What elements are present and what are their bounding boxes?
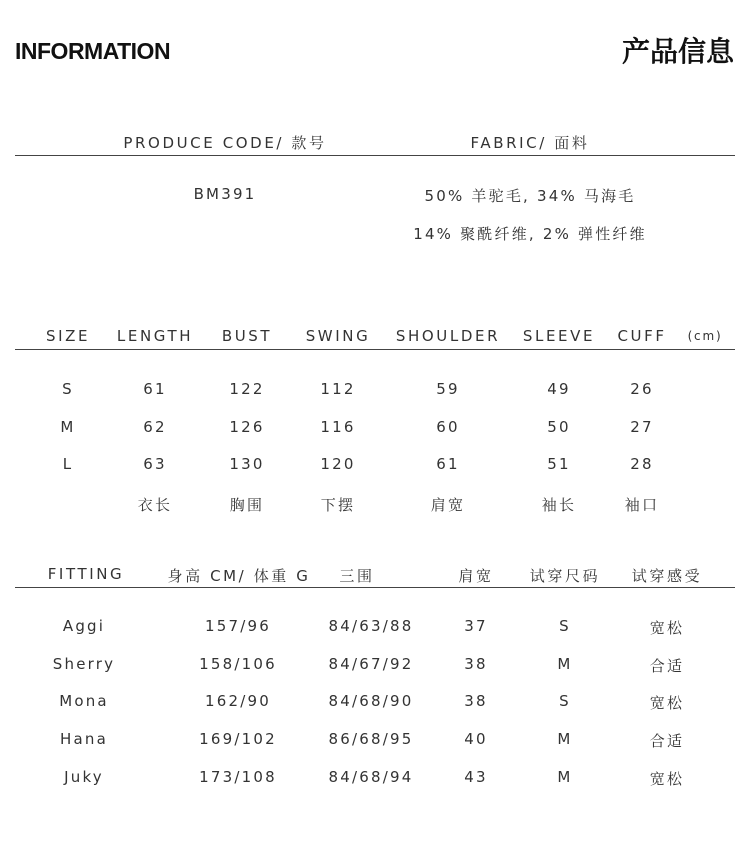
fitting-col-header: 肩宽 (458, 567, 494, 585)
fitting-cell: 宽松 (649, 619, 685, 637)
size-cn-label: 袖长 (541, 496, 577, 514)
size-col-header: SHOULDER (395, 327, 501, 345)
size-cell: 60 (436, 418, 460, 436)
fitting-cell: 38 (464, 692, 488, 710)
fitting-cell: S (559, 617, 571, 635)
size-cn-label: 肩宽 (430, 496, 466, 514)
size-col-header: CUFF (617, 327, 667, 345)
size-cn-label: 胸围 (229, 496, 265, 514)
size-cell: 28 (630, 455, 654, 473)
size-cell: S (62, 380, 74, 398)
fitting-cell: 84/67/92 (328, 655, 414, 673)
title-chinese: 产品信息 (621, 35, 734, 68)
fitting-cell: 157/96 (205, 617, 271, 635)
fitting-cell: M (557, 655, 573, 673)
fitting-cell: S (559, 692, 571, 710)
size-cell: 61 (143, 380, 167, 398)
fitting-cell: M (557, 768, 573, 786)
fitting-cell: 37 (464, 617, 488, 635)
size-cell: 112 (320, 380, 356, 398)
fitting-col-header: 试穿感受 (631, 567, 703, 585)
title-english: INFORMATION (15, 38, 171, 64)
size-col-header: SWING (305, 327, 371, 345)
fitting-cell: 合适 (649, 732, 685, 750)
fabric-label: FABRIC/ 面料 (470, 134, 590, 152)
size-cell: 27 (630, 418, 654, 436)
size-cell: 130 (229, 455, 265, 473)
fitting-cell: 宽松 (649, 770, 685, 788)
fitting-cell: 宽松 (649, 694, 685, 712)
fitting-cell: Juky (64, 768, 104, 786)
size-cell: 122 (229, 380, 265, 398)
fitting-cell: Sherry (52, 655, 116, 673)
size-cn-label: 衣长 (137, 496, 173, 514)
fitting-col-header: FITTING (47, 565, 125, 583)
produce-code-value: BM391 (193, 185, 257, 203)
size-cn-label: 袖口 (624, 496, 660, 514)
product-divider (15, 155, 735, 156)
fitting-cell: 86/68/95 (328, 730, 414, 748)
size-divider (15, 349, 735, 350)
size-cn-label: 下摆 (320, 496, 356, 514)
size-cell: 126 (229, 418, 265, 436)
size-unit-label: (cm) (687, 329, 723, 343)
size-cell: 26 (630, 380, 654, 398)
fitting-cell: 158/106 (199, 655, 277, 673)
size-cell: 62 (143, 418, 167, 436)
size-cell: 61 (436, 455, 460, 473)
fabric-line-1: 50% 羊驼毛, 34% 马海毛 (424, 187, 636, 205)
fitting-col-header: 身高 CM/ 体重 G (167, 567, 311, 585)
fitting-cell: 40 (464, 730, 488, 748)
fitting-cell: 合适 (649, 657, 685, 675)
size-cell: 50 (547, 418, 571, 436)
fitting-cell: Mona (59, 692, 109, 710)
size-cell: 59 (436, 380, 460, 398)
size-cell: 116 (320, 418, 356, 436)
produce-code-label: PRODUCE CODE/ 款号 (123, 134, 327, 152)
fitting-cell: 38 (464, 655, 488, 673)
fitting-col-header: 三围 (339, 567, 375, 585)
size-cell: 51 (547, 455, 571, 473)
fitting-cell: Aggi (62, 617, 106, 635)
size-cell: 63 (143, 455, 167, 473)
fitting-cell: 43 (464, 768, 488, 786)
fitting-cell: 84/63/88 (328, 617, 414, 635)
fitting-divider (15, 587, 735, 588)
fitting-cell: Hana (60, 730, 108, 748)
size-cell: 49 (547, 380, 571, 398)
fitting-cell: 169/102 (199, 730, 277, 748)
fitting-cell: 173/108 (199, 768, 277, 786)
size-col-header: LENGTH (116, 327, 194, 345)
fitting-col-header: 试穿尺码 (529, 567, 601, 585)
fabric-line-2: 14% 聚酰纤维, 2% 弹性纤维 (413, 225, 647, 243)
size-col-header: SLEEVE (522, 327, 596, 345)
size-col-header: BUST (221, 327, 273, 345)
size-col-header: SIZE (45, 327, 91, 345)
size-cell: L (62, 455, 74, 473)
fitting-cell: 84/68/94 (328, 768, 414, 786)
fitting-cell: 84/68/90 (328, 692, 414, 710)
fitting-cell: 162/90 (205, 692, 271, 710)
size-cell: M (60, 418, 76, 436)
size-cell: 120 (320, 455, 356, 473)
fitting-cell: M (557, 730, 573, 748)
